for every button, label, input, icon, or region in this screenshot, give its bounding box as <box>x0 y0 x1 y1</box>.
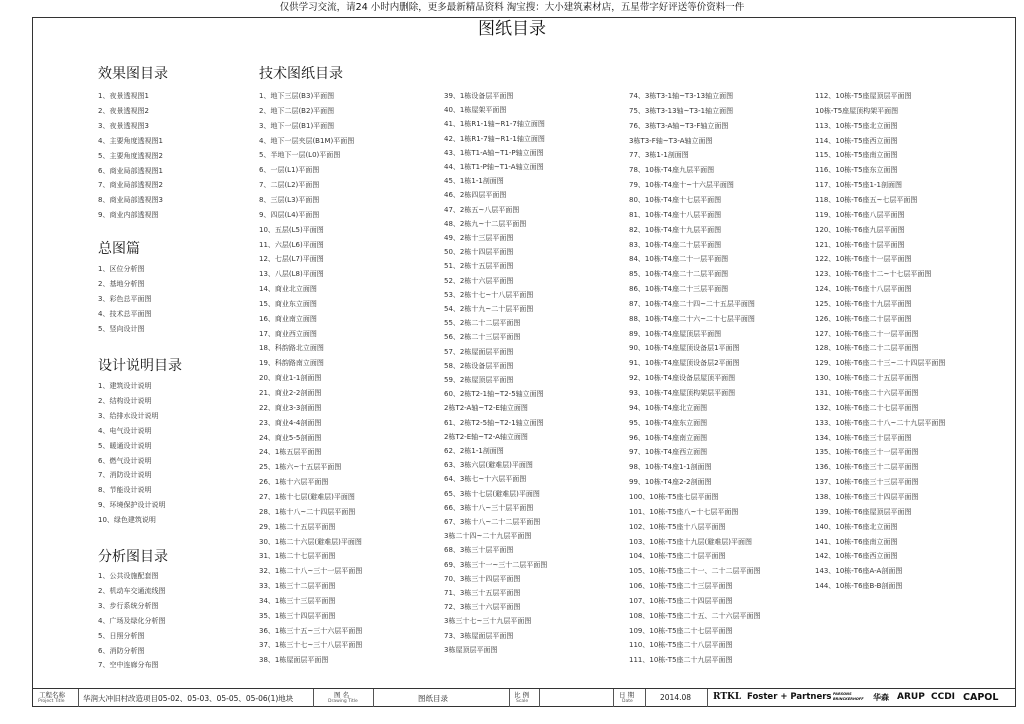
list-item: 54、2栋十九~二十层平面图 <box>444 305 534 313</box>
list-item: 77、3栋1-1剖面图 <box>629 151 689 160</box>
list-item: 110、10栋-T5座二十八层平面图 <box>629 641 733 650</box>
list-item: 122、10栋-T6座十一层平面图 <box>815 255 912 264</box>
list-item: 114、10栋-T5座西立面图 <box>815 136 898 145</box>
list-item: 2、基地分析图 <box>98 279 145 288</box>
list-item: 120、10栋-T6座九层平面图 <box>815 225 905 234</box>
section-title: 总图篇 <box>98 241 140 257</box>
list-item: 121、10栋-T6座十层平面图 <box>815 240 905 249</box>
list-item: 36、1栋三十五~三十六层平面图 <box>259 626 363 635</box>
list-item: 127、10栋-T6座二十一层平面图 <box>815 329 919 338</box>
list-item: 113、10栋-T5座北立面图 <box>815 121 898 130</box>
list-item: 75、3栋T3-13轴~T3-1轴立面图 <box>629 106 734 115</box>
list-item: 3、步行系统分析图 <box>98 601 159 610</box>
list-item: 95、10栋-T4座东立面图 <box>629 418 708 427</box>
list-item: 60、2栋T2-1轴~T2-5轴立面图 <box>444 390 544 399</box>
list-item: 123、10栋-T6座十二~十七层平面图 <box>815 270 932 279</box>
list-item: 19、科韵路南立面图 <box>259 359 324 368</box>
list-item: 39、1栋设备层平面图 <box>444 92 514 100</box>
list-item: 44、1栋T1-P轴~T1-A轴立面图 <box>444 163 544 171</box>
list-item: 136、10栋-T6座三十二层平面图 <box>815 463 919 472</box>
list-item: 34、1栋三十三层平面图 <box>259 596 336 605</box>
list-item: 6、一层(L1)平面图 <box>259 166 320 175</box>
date-value-cell <box>646 689 708 707</box>
list-item: 2、结构设计说明 <box>98 396 152 405</box>
list-item: 137、10栋-T6座三十三层平面图 <box>815 478 919 487</box>
list-item: 76、3栋T3-A轴~T3-F轴立面图 <box>629 121 729 130</box>
list-item: 21、商业2-2剖面图 <box>259 389 322 397</box>
ccdi-logo: CCDI <box>931 692 956 702</box>
list-item: 125、10栋-T6座十九层平面图 <box>815 299 912 308</box>
list-item: 5、半地下一层(L0)平面图 <box>259 151 341 160</box>
list-item: 64、3栋七~十六层平面图 <box>444 475 527 484</box>
list-item: 128、10栋-T6座二十二层平面图 <box>815 344 919 353</box>
list-item: 57、2栋屋面层平面图 <box>444 347 514 356</box>
list-item: 3、地下一层(B1)平面图 <box>259 121 335 130</box>
list-item: 1、区位分析图 <box>98 265 145 273</box>
date-label-cell <box>614 689 646 707</box>
list-item: 10栋-T5座屋顶构架平面图 <box>815 106 899 115</box>
list-item: 144、10栋-T6座B-B剖面图 <box>815 582 903 591</box>
list-item: 30、1栋二十六层(避难层)平面图 <box>259 537 362 546</box>
list-item: 4、主要角度透视图1 <box>98 136 163 145</box>
date-label: 日 期 <box>619 691 635 699</box>
list-item: 70、3栋三十四层平面图 <box>444 574 521 583</box>
list-item: 78、10栋-T4座九层平面图 <box>629 166 715 175</box>
list-item: 102、10栋-T5座十八层平面图 <box>629 522 726 531</box>
list-item: 22、商业3-3剖面图 <box>259 403 322 412</box>
list-item: 38、1栋屋面层平面图 <box>259 656 329 665</box>
list-item: 23、商业4-4剖面图 <box>259 418 322 427</box>
list-item: 6、商业局部透视图1 <box>98 166 163 175</box>
list-item: 7、消防设计说明 <box>98 471 152 480</box>
project-label-cell <box>33 689 79 707</box>
list-item: 7、二层(L2)平面图 <box>259 181 320 190</box>
list-item: 133、10栋-T6座二十八~二十九层平面图 <box>815 418 946 427</box>
project-name-cell <box>79 689 314 707</box>
list-item: 42、1栋R1-7轴~R1-1轴立面图 <box>444 134 545 143</box>
list-item: 53、2栋十七~十八层平面图 <box>444 290 534 299</box>
list-item: 117、10栋-T5座1-1剖面图 <box>815 181 902 190</box>
list-item: 140、10栋-T6座北立面图 <box>815 522 898 531</box>
scale-value-cell <box>540 689 614 707</box>
list-item: 98、10栋-T4座1-1剖面图 <box>629 463 712 472</box>
list-item: 9、环境保护设计说明 <box>98 501 166 510</box>
list-item: 105、10栋-T5座二十一、二十二层平面图 <box>629 567 761 576</box>
drawing-name: 图纸目录 <box>418 694 448 703</box>
list-item: 2栋T2-E轴~T2-A轴立面图 <box>444 432 528 441</box>
list-item: 41、1栋R1-1轴~R1-7轴立面图 <box>444 120 545 129</box>
list-item: 101、10栋-T5座八~十七层平面图 <box>629 507 739 516</box>
list-item: 131、10栋-T6座二十六层平面图 <box>815 389 919 397</box>
list-item: 8、三层(L3)平面图 <box>259 195 320 204</box>
list-item: 58、2栋设备层平面图 <box>444 361 514 370</box>
list-item: 45、1栋1-1剖面图 <box>444 177 504 186</box>
list-item: 119、10栋-T6座八层平面图 <box>815 210 905 219</box>
list-item: 3、夜景透视图3 <box>98 121 149 130</box>
list-item: 135、10栋-T6座三十一层平面图 <box>815 448 919 457</box>
list-item: 67、3栋十八~二十二层平面图 <box>444 518 541 526</box>
list-item: 84、10栋-T4座二十一层平面图 <box>629 255 729 264</box>
list-item: 6、消防分析图 <box>98 646 145 655</box>
list-item: 51、2栋十五层平面图 <box>444 262 514 271</box>
list-item: 18、科韵路北立面图 <box>259 344 324 353</box>
list-item: 2栋T2-A轴~T2-E轴立面图 <box>444 404 528 413</box>
list-item: 8、商业局部透视图3 <box>98 196 163 205</box>
list-item: 12、七层(L7)平面图 <box>259 255 324 264</box>
list-item: 3、彩色总平面图 <box>98 294 152 303</box>
date-value: 2014.08 <box>660 693 692 702</box>
list-item: 2、地下二层(B2)平面图 <box>259 106 335 115</box>
list-item: 85、10栋-T4座二十二层平面图 <box>629 270 729 279</box>
list-item: 96、10栋-T4座南立面图 <box>629 433 708 442</box>
list-item: 115、10栋-T5座南立面图 <box>815 151 898 160</box>
list-item: 13、八层(L8)平面图 <box>259 270 324 279</box>
list-item: 3栋三十七~三十九层平面图 <box>444 617 532 626</box>
list-item: 143、10栋-T6座A-A剖面图 <box>815 567 903 576</box>
list-item: 35、1栋三十四层平面图 <box>259 611 336 620</box>
list-item: 68、3栋三十层平面图 <box>444 546 514 555</box>
parsons-brinckerhoff-logo: PARSONS BRINCKERHOFF <box>833 692 864 701</box>
list-item: 88、10栋-T4座二十六~二十七层平面图 <box>629 314 755 323</box>
list-item: 79、10栋-T4座十~十六层平面图 <box>629 181 734 190</box>
drawing-label-cell <box>314 689 374 707</box>
list-item: 69、3栋三十一~三十二层平面图 <box>444 560 548 569</box>
list-item: 92、10栋-T4座设备层屋顶平面图 <box>629 374 736 383</box>
list-item: 87、10栋-T4座二十四~二十五层平面图 <box>629 299 755 308</box>
rtkl-logo: RTKL <box>713 692 742 702</box>
list-item: 33、1栋三十二层平面图 <box>259 582 336 591</box>
list-item: 107、10栋-T5座二十四层平面图 <box>629 596 733 605</box>
list-item: 138、10栋-T6座三十四层平面图 <box>815 492 919 501</box>
list-item: 65、3栋十七层(避难层)平面图 <box>444 489 540 498</box>
list-item: 50、2栋十四层平面图 <box>444 248 514 257</box>
list-item: 59、2栋屋顶层平面图 <box>444 376 514 384</box>
list-item: 43、1栋T1-A轴~T1-P轴立面图 <box>444 148 544 157</box>
foster-partners-logo: Foster + Partners <box>747 692 832 702</box>
list-item: 66、3栋十八~三十层平面图 <box>444 503 534 512</box>
list-item: 86、10栋-T4座二十三层平面图 <box>629 285 729 294</box>
list-item: 3栋T3-F轴~T3-A轴立面图 <box>629 136 713 145</box>
list-item: 55、2栋二十二层平面图 <box>444 319 521 328</box>
list-item: 83、10栋-T4座二十层平面图 <box>629 240 722 249</box>
list-item: 126、10栋-T6座二十层平面图 <box>815 314 912 323</box>
list-item: 29、1栋二十五层平面图 <box>259 522 336 531</box>
list-item: 103、10栋-T5座十九层(避难层)平面图 <box>629 537 752 546</box>
list-item: 111、10栋-T5座二十九层平面图 <box>629 656 733 665</box>
list-item: 72、3栋三十六层平面图 <box>444 603 521 612</box>
capol-logo: CAPOL <box>963 692 999 703</box>
list-item: 116、10栋-T5座东立面图 <box>815 166 898 175</box>
list-item: 141、10栋-T6座南立面图 <box>815 537 898 546</box>
drawing-label-en: Drawing Title <box>328 699 358 704</box>
list-item: 6、燃气设计说明 <box>98 456 152 465</box>
page-title: 图纸目录 <box>478 19 546 39</box>
list-item: 80、10栋-T4座十七层平面图 <box>629 195 722 204</box>
project-label: 工程名称 <box>39 691 65 699</box>
list-item: 56、2栋二十三层平面图 <box>444 333 521 342</box>
list-item: 61、2栋T2-5轴~T2-1轴立面图 <box>444 418 544 427</box>
list-item: 62、2栋1-1剖面图 <box>444 447 504 455</box>
list-item: 2、夜景透视图2 <box>98 106 149 115</box>
list-item: 3栋二十四~二十九层平面图 <box>444 532 532 541</box>
list-item: 49、2栋十三层平面图 <box>444 234 514 242</box>
list-item: 4、技术总平面图 <box>98 309 152 318</box>
list-item: 100、10栋-T5座七层平面图 <box>629 492 719 501</box>
list-item: 15、商业东立面图 <box>259 299 317 308</box>
list-item: 90、10栋-T4座屋顶设备层1平面图 <box>629 344 740 353</box>
project-label-en: Project Title <box>38 699 65 704</box>
list-item: 1、建筑设计说明 <box>98 382 152 390</box>
list-item: 94、10栋-T4座北立面图 <box>629 403 708 412</box>
list-item: 1、地下三层(B3)平面图 <box>259 92 335 100</box>
title-block <box>33 688 1015 706</box>
list-item: 7、商业局部透视图2 <box>98 181 163 190</box>
scale-label-en: Scale <box>516 699 529 704</box>
list-item: 1、夜景透视图1 <box>98 92 149 100</box>
list-item: 139、10栋-T6座屋顶层平面图 <box>815 507 912 516</box>
list-item: 10、五层(L5)平面图 <box>259 225 324 234</box>
list-item: 73、3栋屋面层平面图 <box>444 631 514 640</box>
list-item: 132、10栋-T6座二十七层平面图 <box>815 403 919 412</box>
list-item: 25、1栋六~十五层平面图 <box>259 463 342 472</box>
list-item: 26、1栋十六层平面图 <box>259 478 329 487</box>
drawing-label: 图 名 <box>334 691 350 699</box>
list-item: 17、商业西立面图 <box>259 329 317 338</box>
list-item: 46、2栋四层平面图 <box>444 191 507 200</box>
list-item: 104、10栋-T5座二十层平面图 <box>629 552 726 561</box>
list-item: 106、10栋-T5座二十三层平面图 <box>629 582 733 591</box>
list-item: 3、给排水设计说明 <box>98 411 159 420</box>
scale-label-cell <box>510 689 540 707</box>
list-item: 20、商业1-1剖面图 <box>259 374 322 383</box>
list-item: 81、10栋-T4座十八层平面图 <box>629 210 722 219</box>
list-item: 11、六层(L6)平面图 <box>259 240 324 249</box>
list-item: 134、10栋-T6座三十层平面图 <box>815 433 912 442</box>
list-item: 112、10栋-T5座屋顶层平面图 <box>815 92 912 100</box>
list-item: 37、1栋三十七~三十八层平面图 <box>259 641 363 650</box>
list-item: 28、1栋十八~二十四层平面图 <box>259 507 356 516</box>
list-item: 5、日照分析图 <box>98 631 145 640</box>
list-item: 32、1栋二十八~三十一层平面图 <box>259 567 363 576</box>
list-item: 2、机动车交通流线图 <box>98 586 166 595</box>
section-title: 分析图目录 <box>98 549 168 565</box>
list-item: 24、1栋五层平面图 <box>259 448 322 457</box>
list-item: 109、10栋-T5座二十七层平面图 <box>629 626 733 635</box>
list-item: 71、3栋三十五层平面图 <box>444 589 521 597</box>
scale-label: 比 例 <box>514 691 530 699</box>
banner-text: 仅供学习交流，请24 小时内删除，更多最新精品资料 淘宝搜：大小建筑素材店，五星带字好评送等价资料一件 <box>279 2 745 13</box>
list-item: 8、节能设计说明 <box>98 486 152 495</box>
list-item: 97、10栋-T4座西立面图 <box>629 448 708 457</box>
drawing-name-cell <box>374 689 510 707</box>
list-item: 108、10栋-T5座二十五、二十六层平面图 <box>629 611 761 620</box>
list-item: 89、10栋-T4座屋顶层平面图 <box>629 329 722 338</box>
list-item: 47、2栋五~八层平面图 <box>444 205 520 214</box>
list-item: 7、空中连廊分布图 <box>98 661 159 670</box>
list-item: 14、商业北立面图 <box>259 285 317 294</box>
section-title: 技术图纸目录 <box>259 66 343 82</box>
list-item: 9、商业内部透视图 <box>98 211 159 220</box>
list-item: 74、3栋T3-1轴~T3-13轴立面图 <box>629 92 734 100</box>
huasen-logo: 华森 <box>873 693 889 702</box>
list-item: 4、广场及绿化分析图 <box>98 616 166 625</box>
list-item: 82、10栋-T4座十九层平面图 <box>629 225 722 234</box>
list-item: 40、1栋屋架平面图 <box>444 106 507 115</box>
list-item: 1、公共设施配套图 <box>98 572 159 580</box>
list-item: 142、10栋-T6座西立面图 <box>815 552 898 561</box>
list-item: 130、10栋-T6座二十五层平面图 <box>815 374 919 383</box>
list-item: 16、商业南立面图 <box>259 314 317 323</box>
list-item: 3栋屋顶层平面图 <box>444 645 498 654</box>
project-name: 华润大冲旧村改造项目05-02、05-03、05-05、05-06(1)地块 <box>83 694 294 703</box>
date-label-en: Date <box>622 699 633 704</box>
list-item: 52、2栋十六层平面图 <box>444 276 514 285</box>
list-item: 129、10栋-T6座二十三~二十四层平面图 <box>815 359 946 368</box>
list-item: 91、10栋-T4座屋顶设备层2平面图 <box>629 359 740 368</box>
list-item: 124、10栋-T6座十八层平面图 <box>815 285 912 294</box>
list-item: 93、10栋-T4座屋顶构架层平面图 <box>629 389 736 397</box>
list-item: 48、2栋九~十二层平面图 <box>444 219 527 228</box>
list-item: 5、暖通设计说明 <box>98 441 152 450</box>
list-item: 9、四层(L4)平面图 <box>259 210 320 219</box>
list-item: 63、3栋六层(避难层)平面图 <box>444 461 533 470</box>
list-item: 4、地下一层夹层(B1M)平面图 <box>259 136 355 145</box>
section-title: 效果图目录 <box>98 66 168 82</box>
list-item: 5、竖向设计图 <box>98 324 145 333</box>
list-item: 5、主要角度透视图2 <box>98 151 163 160</box>
list-item: 24、商业5-5剖面图 <box>259 433 322 442</box>
list-item: 99、10栋-T4座2-2剖面图 <box>629 478 712 487</box>
list-item: 118、10栋-T6座五~七层平面图 <box>815 195 918 204</box>
list-item: 10、绿色建筑说明 <box>98 516 156 525</box>
list-item: 4、电气设计说明 <box>98 426 152 435</box>
list-item: 31、1栋二十七层平面图 <box>259 552 336 561</box>
arup-logo: ARUP <box>897 692 925 702</box>
section-title: 设计说明目录 <box>98 358 182 374</box>
list-item: 27、1栋十七层(避难层)平面图 <box>259 492 355 501</box>
